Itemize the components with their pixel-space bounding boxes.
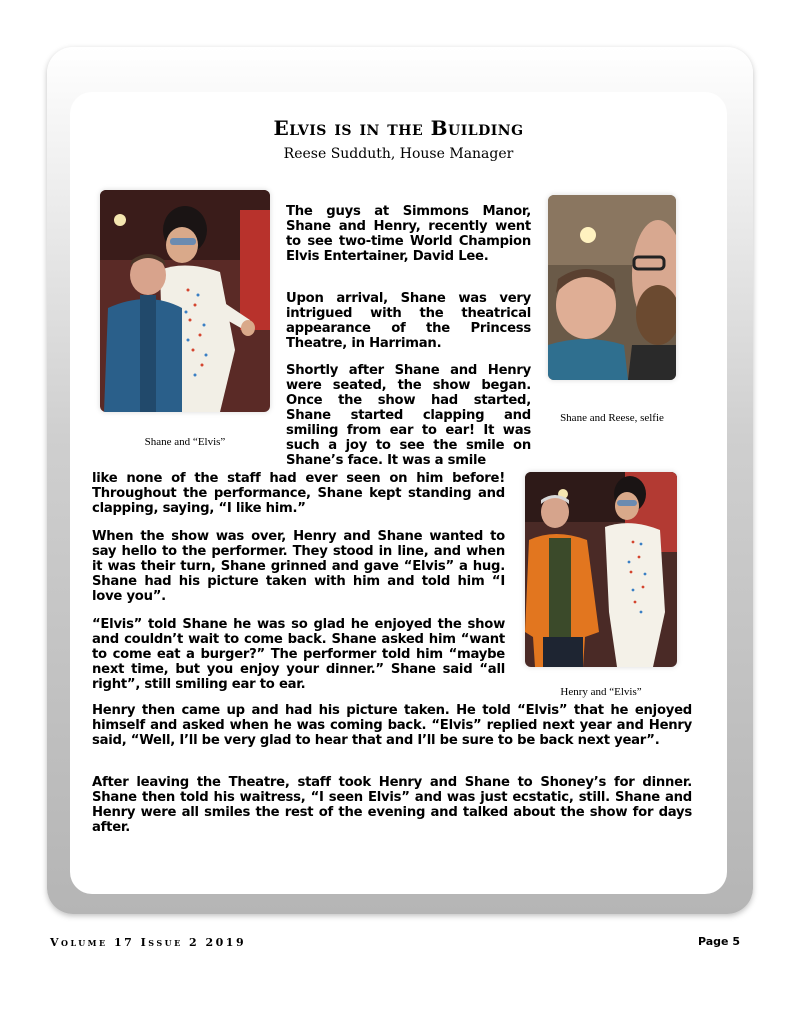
footer-issue: Volume 17 Issue 2 2019 bbox=[50, 936, 247, 949]
paragraph-burger: “Elvis” told Shane he was so glad he enjoyed the show and couldn’t wait to come back. Shane asked him “want to come eat a burger?” The performer told him “maybe next time, but you enjoy your dinner.” Shane said “all right”, still smiling ear to ear. bbox=[92, 617, 505, 692]
paragraph-intro: The guys at Simmons Manor, Shane and Henry, recently went to see two-time World Champion Elvis Entertainer, David Lee. bbox=[286, 204, 531, 264]
footer-page-number: Page 5 bbox=[697, 935, 740, 948]
paragraph-show-began: Shortly after Shane and Henry were seated, the show began. Once the show had started, Shane started clapping and smiling from ear to ear! It was such a joy to see the smile on Shane’s face. It was a smile bbox=[286, 363, 531, 468]
article-byline: Reese Sudduth, House Manager bbox=[283, 146, 514, 162]
paragraph-meet-performer: When the show was over, Henry and Shane wanted to say hello to the performer. They stood in line, and when it was their turn, Shane grinned and gave “Elvis” a hug. Shane had his picture taken with him and told him “I love you”. bbox=[92, 529, 505, 604]
photo-shane-and-reese-image bbox=[548, 195, 676, 380]
photo-shane-and-elvis-image bbox=[100, 190, 270, 412]
paragraph-henry: Henry then came up and had his picture taken. He told “Elvis” that he enjoyed himself and asked when he was coming back. “Elvis” replied next year and Henry said, “Well, I’ll be very glad to hear that and I’ll be sure to be back next year”. bbox=[92, 703, 692, 748]
photo-shane-and-elvis bbox=[100, 190, 270, 412]
paragraph-arrival: Upon arrival, Shane was very intrigued with the theatrical appearance of the Princess Theatre, in Harriman. bbox=[286, 291, 531, 351]
photo-shane-and-reese-selfie bbox=[548, 195, 676, 380]
paragraph-performance: like none of the staff had ever seen on him before! Throughout the performance, Shane kept standing and clapping, saying, “I like him.” bbox=[92, 471, 505, 516]
caption-shane-and-elvis: Shane and “Elvis” bbox=[144, 436, 226, 448]
photo-henry-and-elvis-image bbox=[525, 472, 677, 667]
paragraph-dinner: After leaving the Theatre, staff took Henry and Shane to Shoney’s for dinner. Shane then told his waitress, “I seen Elvis” and was just ecstatic, still. Shane and Henry were all smiles the rest of the evening and talked about the show for days after. bbox=[92, 775, 692, 835]
article-title: Elvis is in the Building bbox=[273, 116, 524, 140]
caption-henry-and-elvis: Henry and “Elvis” bbox=[560, 686, 642, 698]
photo-henry-and-elvis bbox=[525, 472, 677, 667]
caption-shane-and-reese: Shane and Reese, selfie bbox=[560, 412, 664, 424]
